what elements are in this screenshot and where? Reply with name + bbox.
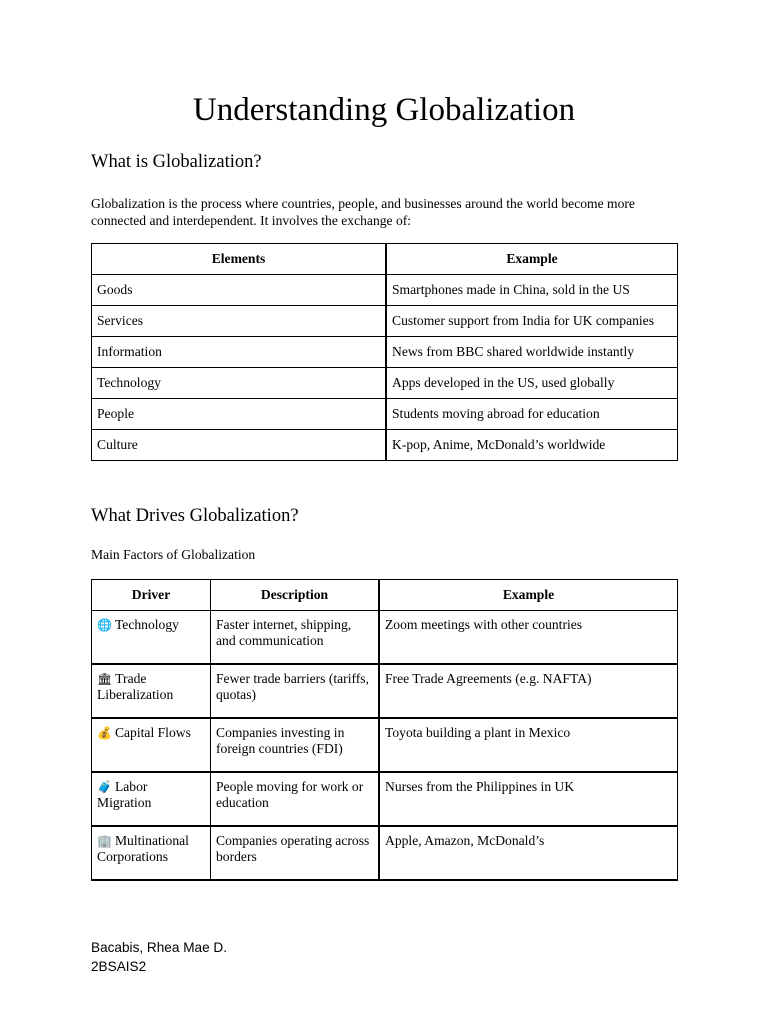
element-cell: Services — [92, 306, 387, 337]
section-heading-drivers: What Drives Globalization? — [91, 506, 299, 526]
table-row — [92, 306, 678, 337]
example-cell: Customer support from India for UK companies — [386, 306, 678, 337]
description-cell: Faster internet, shipping, and communication — [211, 611, 380, 665]
driver-label: Capital Flows — [114, 725, 191, 740]
section-subheading: Main Factors of Globalization — [91, 547, 256, 562]
intro-paragraph: Globalization is the process where countries, people, and businesses around the world become more connected and interdependent. It involves the exchange of: — [91, 196, 635, 228]
table-row — [92, 368, 678, 399]
driver-cell — [92, 664, 211, 718]
description-cell: People moving for work or education — [211, 772, 380, 826]
author-block — [91, 938, 227, 976]
example-cell: Apple, Amazon, McDonald’s — [379, 826, 678, 880]
table-row — [92, 718, 678, 772]
element-cell: Culture — [92, 430, 387, 461]
example-cell: Nurses from the Philippines in UK — [379, 772, 678, 826]
table-row — [92, 430, 678, 461]
table-row — [92, 399, 678, 430]
example-cell: Zoom meetings with other countries — [379, 611, 678, 665]
example-cell: Apps developed in the US, used globally — [386, 368, 678, 399]
globe-icon: 🌐 — [97, 618, 112, 632]
table-header-row — [92, 580, 678, 611]
table-row — [92, 772, 678, 826]
example-cell: Smartphones made in China, sold in the US — [386, 275, 678, 306]
description-cell: Companies investing in foreign countries (FDI) — [211, 718, 380, 772]
driver-cell — [92, 611, 211, 665]
table-row — [92, 275, 678, 306]
table-row — [92, 611, 678, 665]
page-title: Understanding Globalization — [192, 92, 576, 128]
table-row — [92, 826, 678, 880]
column-header-example: Example — [379, 580, 678, 611]
example-cell: Students moving abroad for education — [386, 399, 678, 430]
column-header-description: Description — [211, 580, 380, 611]
author-name: Bacabis, Rhea Mae D. — [91, 940, 228, 955]
driver-label: Labor Migration — [97, 779, 152, 810]
driver-label: Technology — [114, 617, 179, 632]
table-row — [92, 664, 678, 718]
element-cell: Information — [92, 337, 387, 368]
drivers-table — [91, 579, 678, 881]
element-cell: People — [92, 399, 387, 430]
element-cell: Goods — [92, 275, 387, 306]
driver-cell — [92, 772, 211, 826]
column-header-example: Example — [386, 244, 678, 275]
driver-cell — [92, 826, 211, 880]
elements-table — [91, 243, 678, 461]
description-cell: Companies operating across borders — [211, 826, 380, 880]
driver-label: Multinational Corporations — [97, 833, 189, 864]
classical-building-icon: 🏛 — [97, 672, 113, 686]
driver-cell — [92, 718, 211, 772]
table-header-row — [92, 244, 678, 275]
example-cell: Free Trade Agreements (e.g. NAFTA) — [379, 664, 678, 718]
office-building-icon: 🏢 — [97, 834, 112, 848]
column-header-driver: Driver — [92, 580, 211, 611]
driver-label: Trade Liberalization — [97, 671, 174, 702]
element-cell: Technology — [92, 368, 387, 399]
example-cell: K-pop, Anime, McDonald’s worldwide — [386, 430, 678, 461]
table-row — [92, 337, 678, 368]
example-cell: News from BBC shared worldwide instantly — [386, 337, 678, 368]
money-bag-icon: 💰 — [97, 726, 112, 740]
section-heading-what-is: What is Globalization? — [91, 152, 262, 172]
luggage-icon: 🧳 — [97, 780, 112, 794]
class-section: 2BSAIS2 — [91, 959, 147, 974]
example-cell: Toyota building a plant in Mexico — [379, 718, 678, 772]
description-cell: Fewer trade barriers (tariffs, quotas) — [211, 664, 380, 718]
column-header-elements: Elements — [92, 244, 387, 275]
